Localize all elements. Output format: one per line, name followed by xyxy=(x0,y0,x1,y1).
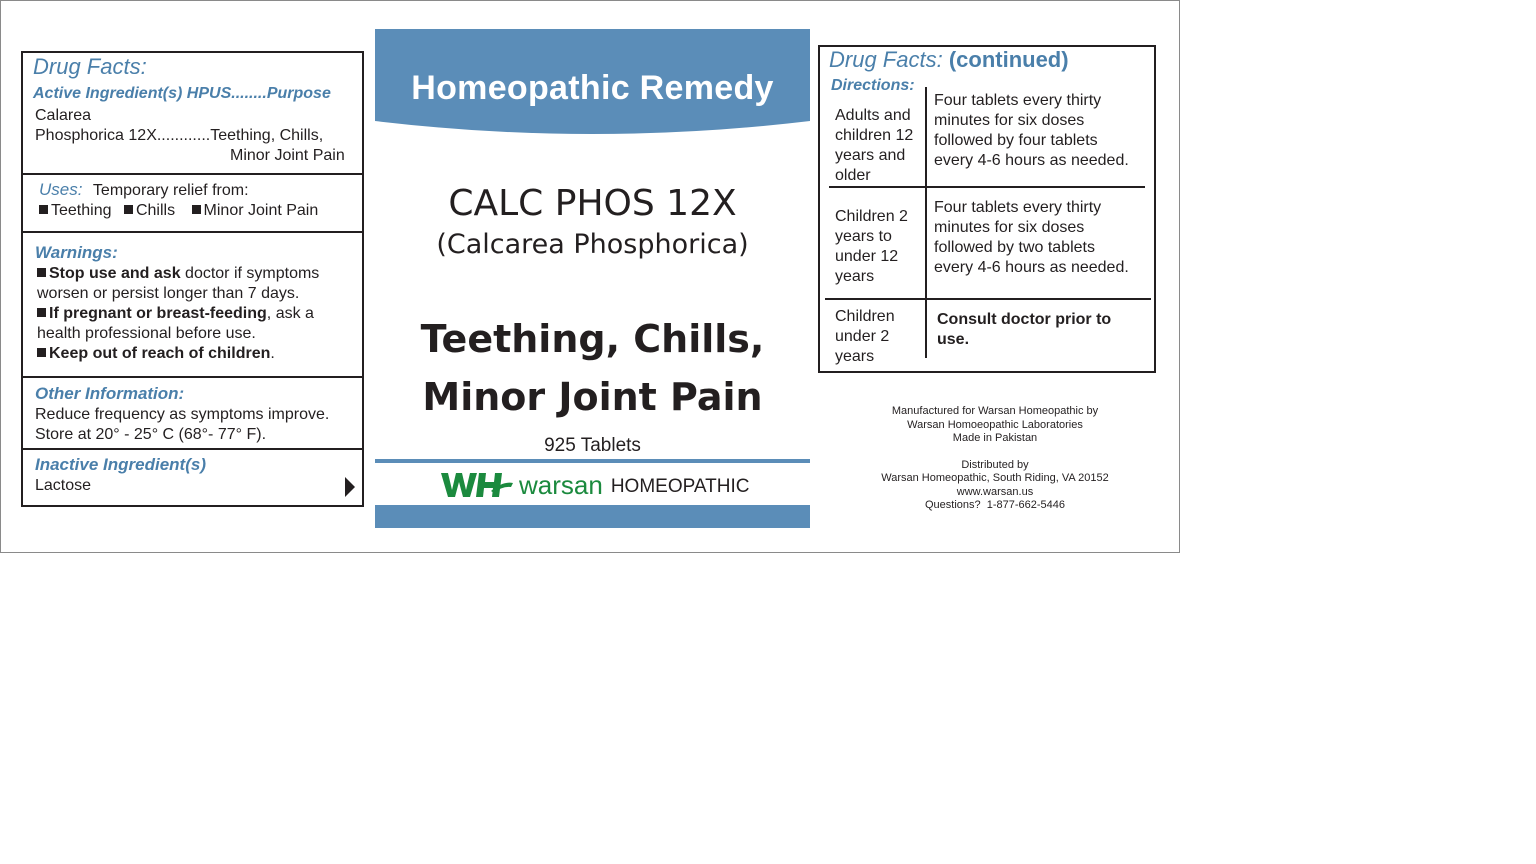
drug-facts-continued-panel xyxy=(818,45,1156,373)
bullet-square-icon xyxy=(39,205,48,214)
uses-heading: Uses: xyxy=(39,180,83,199)
manufacturer-line: Made in Pakistan xyxy=(952,432,1038,444)
drug-facts-title: Drug Facts: xyxy=(33,54,147,79)
age-adults: Adults and children 12 years and older xyxy=(835,107,914,184)
logo-word: HOMEOPATHIC xyxy=(610,476,750,497)
other-info-line2: Store at 20° - 25° C (68°- 77° F). xyxy=(35,426,267,443)
bullet-square-icon xyxy=(37,308,46,317)
product-subtitle: (Calcarea Phosphorica) xyxy=(436,229,749,260)
banner-title: Homeopathic Remedy xyxy=(411,69,774,107)
warnings-heading: Warnings: xyxy=(35,243,118,262)
active-ingredients-section xyxy=(23,53,362,175)
uses-item: Teething xyxy=(39,202,112,219)
bullet-square-icon xyxy=(192,205,201,214)
directions-heading: Directions: xyxy=(831,77,915,94)
distributor-line: Distributed by xyxy=(961,458,1029,471)
uses-item: Chills xyxy=(124,202,175,219)
drug-facts-continued-title: Drug Facts: (continued) xyxy=(829,47,1069,72)
other-info-heading: Other Information: xyxy=(35,384,185,403)
inactive-ingredients-section xyxy=(23,448,362,505)
uses-item: Minor Joint Pain xyxy=(192,202,319,219)
dosage-children-2-12: Four tablets every thirty minutes for six doses followed by two tablets every 4-6 hours as needed. xyxy=(934,199,1129,276)
inactive-value: Lactose xyxy=(35,477,92,494)
active-ingredient-heading: Active Ingredient(s) HPUS........Purpose xyxy=(33,85,331,102)
front-panel xyxy=(375,29,810,528)
warsan-logo xyxy=(441,469,749,501)
warning-1: Stop use and ask doctor if symptoms xyxy=(37,264,319,284)
dosage-adults: Four tablets every thirty minutes for six doses followed by four tablets every 4-6 hours as needed. xyxy=(934,92,1129,169)
bullet-square-icon xyxy=(37,268,46,277)
website: www.warsan.us xyxy=(956,485,1034,498)
logo-brand: warsan xyxy=(519,469,603,500)
warning-3: Keep out of reach of children. xyxy=(37,344,275,364)
active-ingredient-line1: Calarea xyxy=(35,107,92,124)
warning-2-line2: health professional before use. xyxy=(37,325,256,342)
phone: Questions? 1-877-662-5446 xyxy=(924,499,1066,511)
tablet-count: 925 Tablets xyxy=(544,435,641,456)
divider xyxy=(375,459,810,463)
other-information-section xyxy=(23,376,362,450)
product-label xyxy=(0,0,1180,553)
manufacturer-line: Manufactured for Warsan Homeopathic by xyxy=(891,405,1099,417)
age-children-under-2: Children under 2 years xyxy=(835,308,895,365)
other-info-line1: Reduce frequency as symptoms improve. xyxy=(35,406,330,423)
warning-1-line2: worsen or persist longer than 7 days. xyxy=(37,285,300,302)
age-children-2-12: Children 2 years to under 12 years xyxy=(835,208,908,285)
indication-line2: Minor Joint Pain xyxy=(422,375,763,419)
product-name: CALC PHOS 12X xyxy=(448,183,737,224)
row-divider xyxy=(829,186,1145,188)
footer-bar xyxy=(375,505,810,528)
manufacturer-line: Warsan Homoeopathic Laboratories xyxy=(907,418,1083,431)
purpose-line3: Minor Joint Pain xyxy=(230,147,345,164)
active-ingredient-line2: Phosphorica 12X............Teething, Chills, xyxy=(35,127,324,144)
drug-facts-panel xyxy=(21,51,364,507)
dosage-children-under-2: Consult doctor prior to use. xyxy=(937,311,1112,348)
inactive-heading: Inactive Ingredient(s) xyxy=(35,455,206,474)
bullet-square-icon xyxy=(124,205,133,214)
wh-logo-icon xyxy=(441,471,513,499)
row-divider xyxy=(825,298,1151,300)
uses-section xyxy=(23,173,362,233)
uses-intro: Temporary relief from: xyxy=(92,182,249,199)
warnings-section xyxy=(23,231,362,378)
indication-line1: Teething, Chills, xyxy=(420,317,765,361)
warning-2: If pregnant or breast-feeding, ask a xyxy=(37,304,314,324)
distributor-line: Warsan Homeopathic, South Riding, VA 20152 xyxy=(881,472,1109,484)
manufacturer-info xyxy=(819,405,1171,513)
bullet-square-icon xyxy=(37,348,46,357)
continue-arrow-icon xyxy=(344,476,356,498)
